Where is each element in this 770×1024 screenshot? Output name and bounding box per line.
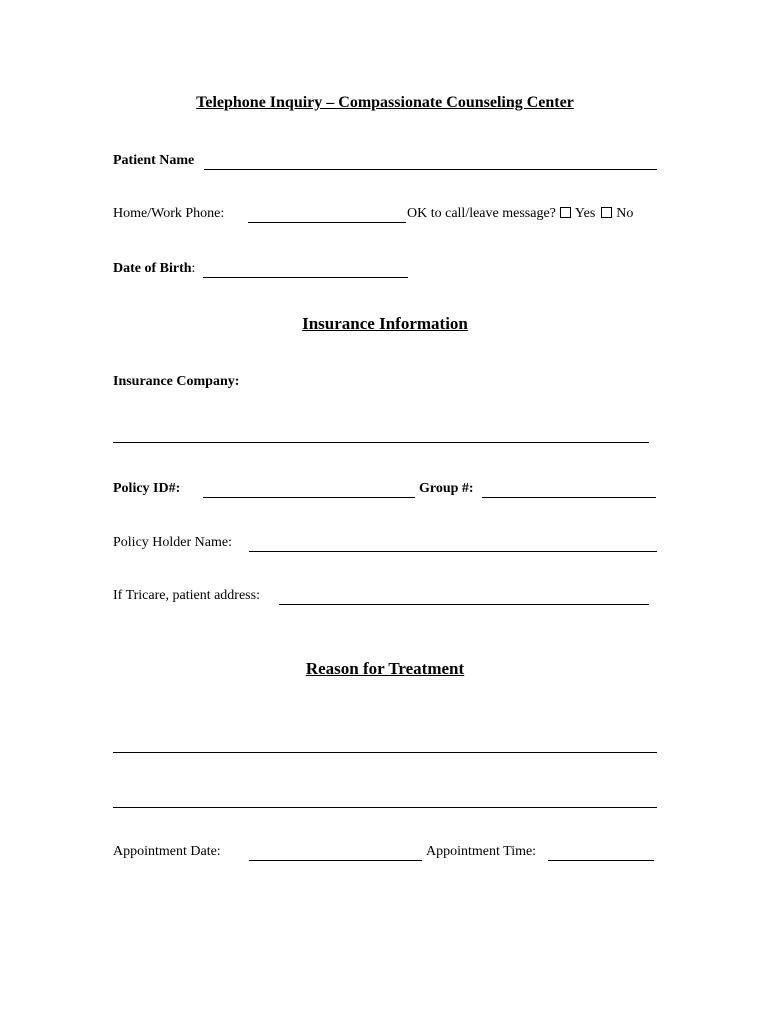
no-checkbox[interactable] — [601, 207, 612, 218]
reason-field-line-2[interactable] — [113, 807, 657, 808]
dob-label: Date of Birth — [113, 261, 192, 276]
appointment-time-field[interactable] — [548, 860, 654, 861]
insurance-heading: Insurance Information — [302, 314, 468, 333]
no-label: No — [616, 206, 634, 221]
policy-id-label: Policy ID#: — [113, 481, 181, 496]
tricare-address-field[interactable] — [279, 604, 649, 605]
yes-checkbox[interactable] — [560, 207, 571, 218]
appointment-date-label: Appointment Date: — [113, 844, 221, 859]
group-label: Group #: — [419, 481, 474, 496]
yes-label: Yes — [574, 206, 596, 221]
dob-colon: : — [191, 261, 196, 276]
appointment-time-label: Appointment Time: — [426, 844, 537, 859]
ok-to-call-group — [407, 206, 633, 222]
insurance-company-label: Insurance Company: — [113, 374, 240, 389]
group-field[interactable] — [482, 497, 656, 498]
insurance-company-field[interactable] — [113, 442, 649, 443]
phone-field[interactable] — [248, 222, 406, 223]
ok-to-call-label: OK to call/leave message? — [407, 206, 556, 221]
patient-name-label: Patient Name — [113, 153, 195, 168]
patient-name-field[interactable] — [204, 169, 657, 170]
dob-field[interactable] — [203, 277, 408, 278]
policy-holder-field[interactable] — [249, 551, 657, 552]
dob-label-group — [113, 261, 195, 277]
appointment-date-field[interactable] — [249, 860, 422, 861]
policy-holder-label: Policy Holder Name: — [113, 535, 232, 550]
policy-id-field[interactable] — [203, 497, 415, 498]
tricare-label: If Tricare, patient address: — [113, 588, 260, 603]
page-title: Telephone Inquiry – Compassionate Counseling Center — [196, 94, 574, 111]
phone-label: Home/Work Phone: — [113, 206, 225, 221]
reason-field-line-1[interactable] — [113, 752, 657, 753]
reason-heading: Reason for Treatment — [305, 659, 465, 678]
